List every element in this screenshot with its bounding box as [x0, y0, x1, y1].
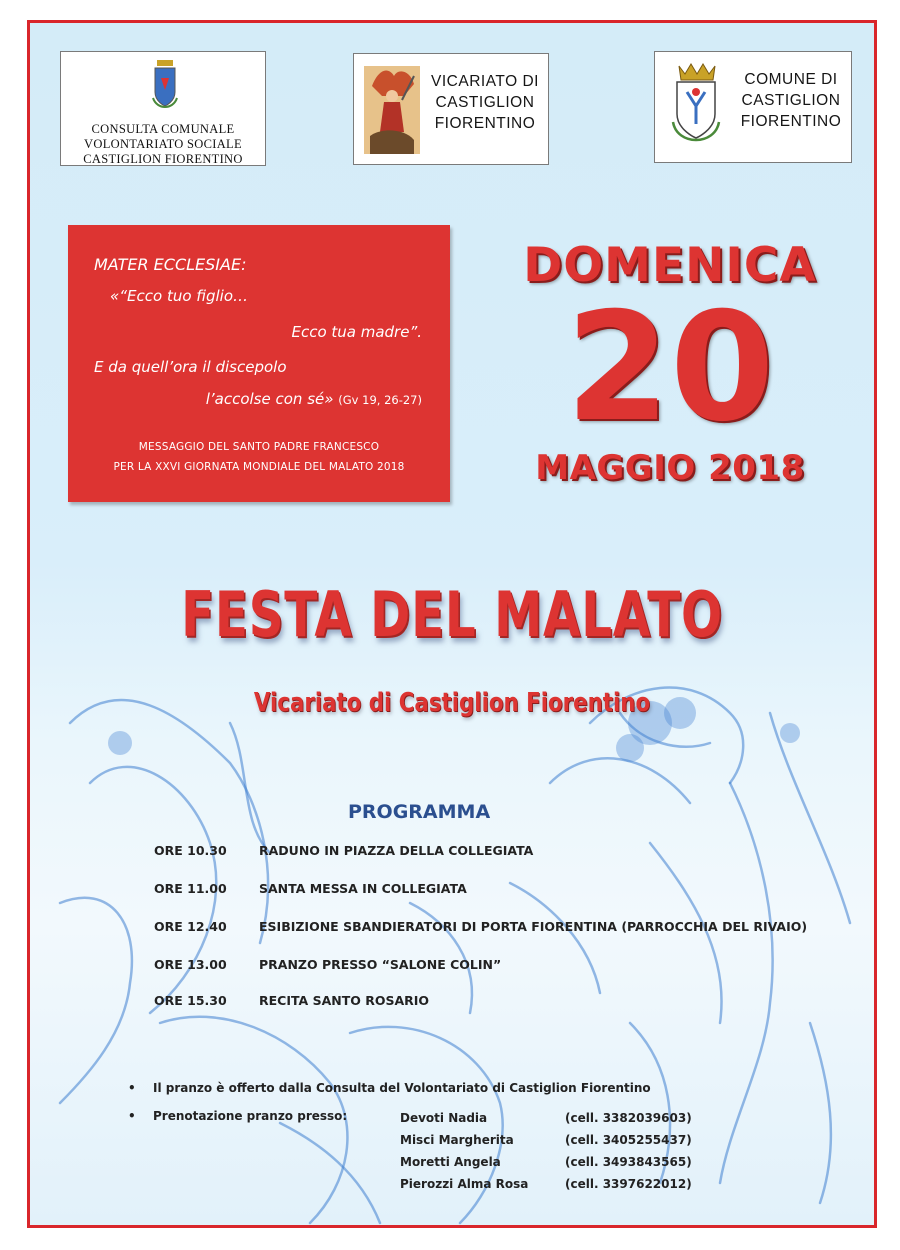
poster — [27, 20, 877, 1228]
mater-ecclesiae-banner — [68, 225, 450, 502]
contact-cell: (cell. 3493843565) — [565, 1155, 692, 1169]
comune-logo-line-1: COMUNE DI — [744, 71, 838, 88]
contact-row — [400, 1111, 740, 1131]
banner-message-line-2: PER LA XXVI GIORNATA MONDIALE DEL MALATO 2018 — [113, 461, 405, 473]
contact-row — [400, 1177, 740, 1197]
consulta-line-1: CONSULTA COMUNALE — [91, 122, 235, 136]
note-prenotazione-text: Prenotazione pranzo presso: — [153, 1109, 348, 1123]
contact-row — [400, 1133, 740, 1153]
event-title: FESTA DEL MALATO — [181, 578, 723, 651]
date-month-year: MAGGIO 2018 — [535, 448, 805, 488]
note-offerto-text: Il pranzo è offerto dalla Consulta del Volontariato di Castiglion Fiorentino — [153, 1081, 651, 1095]
consulta-line-3: CASTIGLION FIORENTINO — [83, 152, 243, 166]
comune-logo-line-2: CASTIGLION — [741, 92, 841, 109]
contact-name: Devoti Nadia — [400, 1111, 488, 1125]
banner-reference: (Gv 19, 26-27) — [338, 393, 422, 407]
contact-row — [400, 1155, 740, 1175]
bullet: • — [128, 1109, 136, 1123]
comune-logo-text — [737, 69, 845, 132]
comune-logo-box — [654, 51, 852, 163]
banner-quote-line-2: Ecco tua madre”. — [291, 323, 422, 341]
contact-cell: (cell. 3397622012) — [565, 1177, 692, 1191]
bullet: • — [128, 1081, 136, 1095]
programma-desc: SANTA MESSA IN COLLEGIATA — [259, 881, 467, 896]
consulta-caption — [61, 122, 265, 167]
vicariato-logo-line-2: CASTIGLION — [435, 94, 535, 111]
programma-heading: PROGRAMMA — [348, 801, 491, 823]
banner-quote-line-4 — [206, 390, 422, 408]
saint-michael-image — [364, 66, 420, 154]
date-weekday: DOMENICA — [523, 238, 817, 293]
vicariato-logo-line-1: VICARIATO DI — [431, 73, 539, 90]
consulta-logo-box — [60, 51, 266, 166]
consulta-line-2: VOLONTARIATO SOCIALE — [84, 137, 242, 151]
banner-quote-line-3: E da quell’ora il discepolo — [94, 358, 287, 376]
event-subtitle: Vicariato di Castiglion Fiorentino — [253, 688, 651, 718]
programma-desc: RECITA SANTO ROSARIO — [259, 993, 430, 1008]
banner-quote-line-1: «“Ecco tuo figlio… — [110, 287, 249, 305]
contact-name: Pierozzi Alma Rosa — [400, 1177, 529, 1191]
programma-time: ORE 10.30 — [154, 843, 227, 858]
banner-quote-line-4-text: l’accolse con sé» — [205, 390, 334, 408]
comune-logo-line-3: FIORENTINO — [740, 113, 842, 130]
vicariato-logo-line-3: FIORENTINO — [434, 115, 536, 132]
contact-cell: (cell. 3405255437) — [565, 1133, 692, 1147]
banner-message-line-1: MESSAGGIO DEL SANTO PADRE FRANCESCO — [138, 441, 380, 453]
programma-time: ORE 15.30 — [154, 993, 227, 1008]
date-day: 20 — [565, 281, 775, 455]
programma-desc: ESIBIZIONE SBANDIERATORI DI PORTA FIORENTINA (PARROCCHIA DEL RIVAIO) — [259, 919, 808, 934]
contact-name: Misci Margherita — [400, 1133, 514, 1147]
contact-name: Moretti Angela — [400, 1155, 501, 1169]
contact-cell: (cell. 3382039603) — [565, 1111, 692, 1125]
programma-desc: RADUNO IN PIAZZA DELLA COLLEGIATA — [259, 843, 534, 858]
banner-title: MATER ECCLESIAE: — [94, 255, 247, 274]
town-crest-icon — [149, 58, 181, 118]
vicariato-logo-box — [353, 53, 549, 165]
programma-desc: PRANZO PRESSO “SALONE COLIN” — [259, 957, 502, 972]
programma-time: ORE 13.00 — [154, 957, 227, 972]
vicariato-logo-text — [426, 71, 544, 134]
programma-time: ORE 12.40 — [154, 919, 227, 934]
programma-time: ORE 11.00 — [154, 881, 227, 896]
town-crest-icon — [667, 62, 725, 152]
